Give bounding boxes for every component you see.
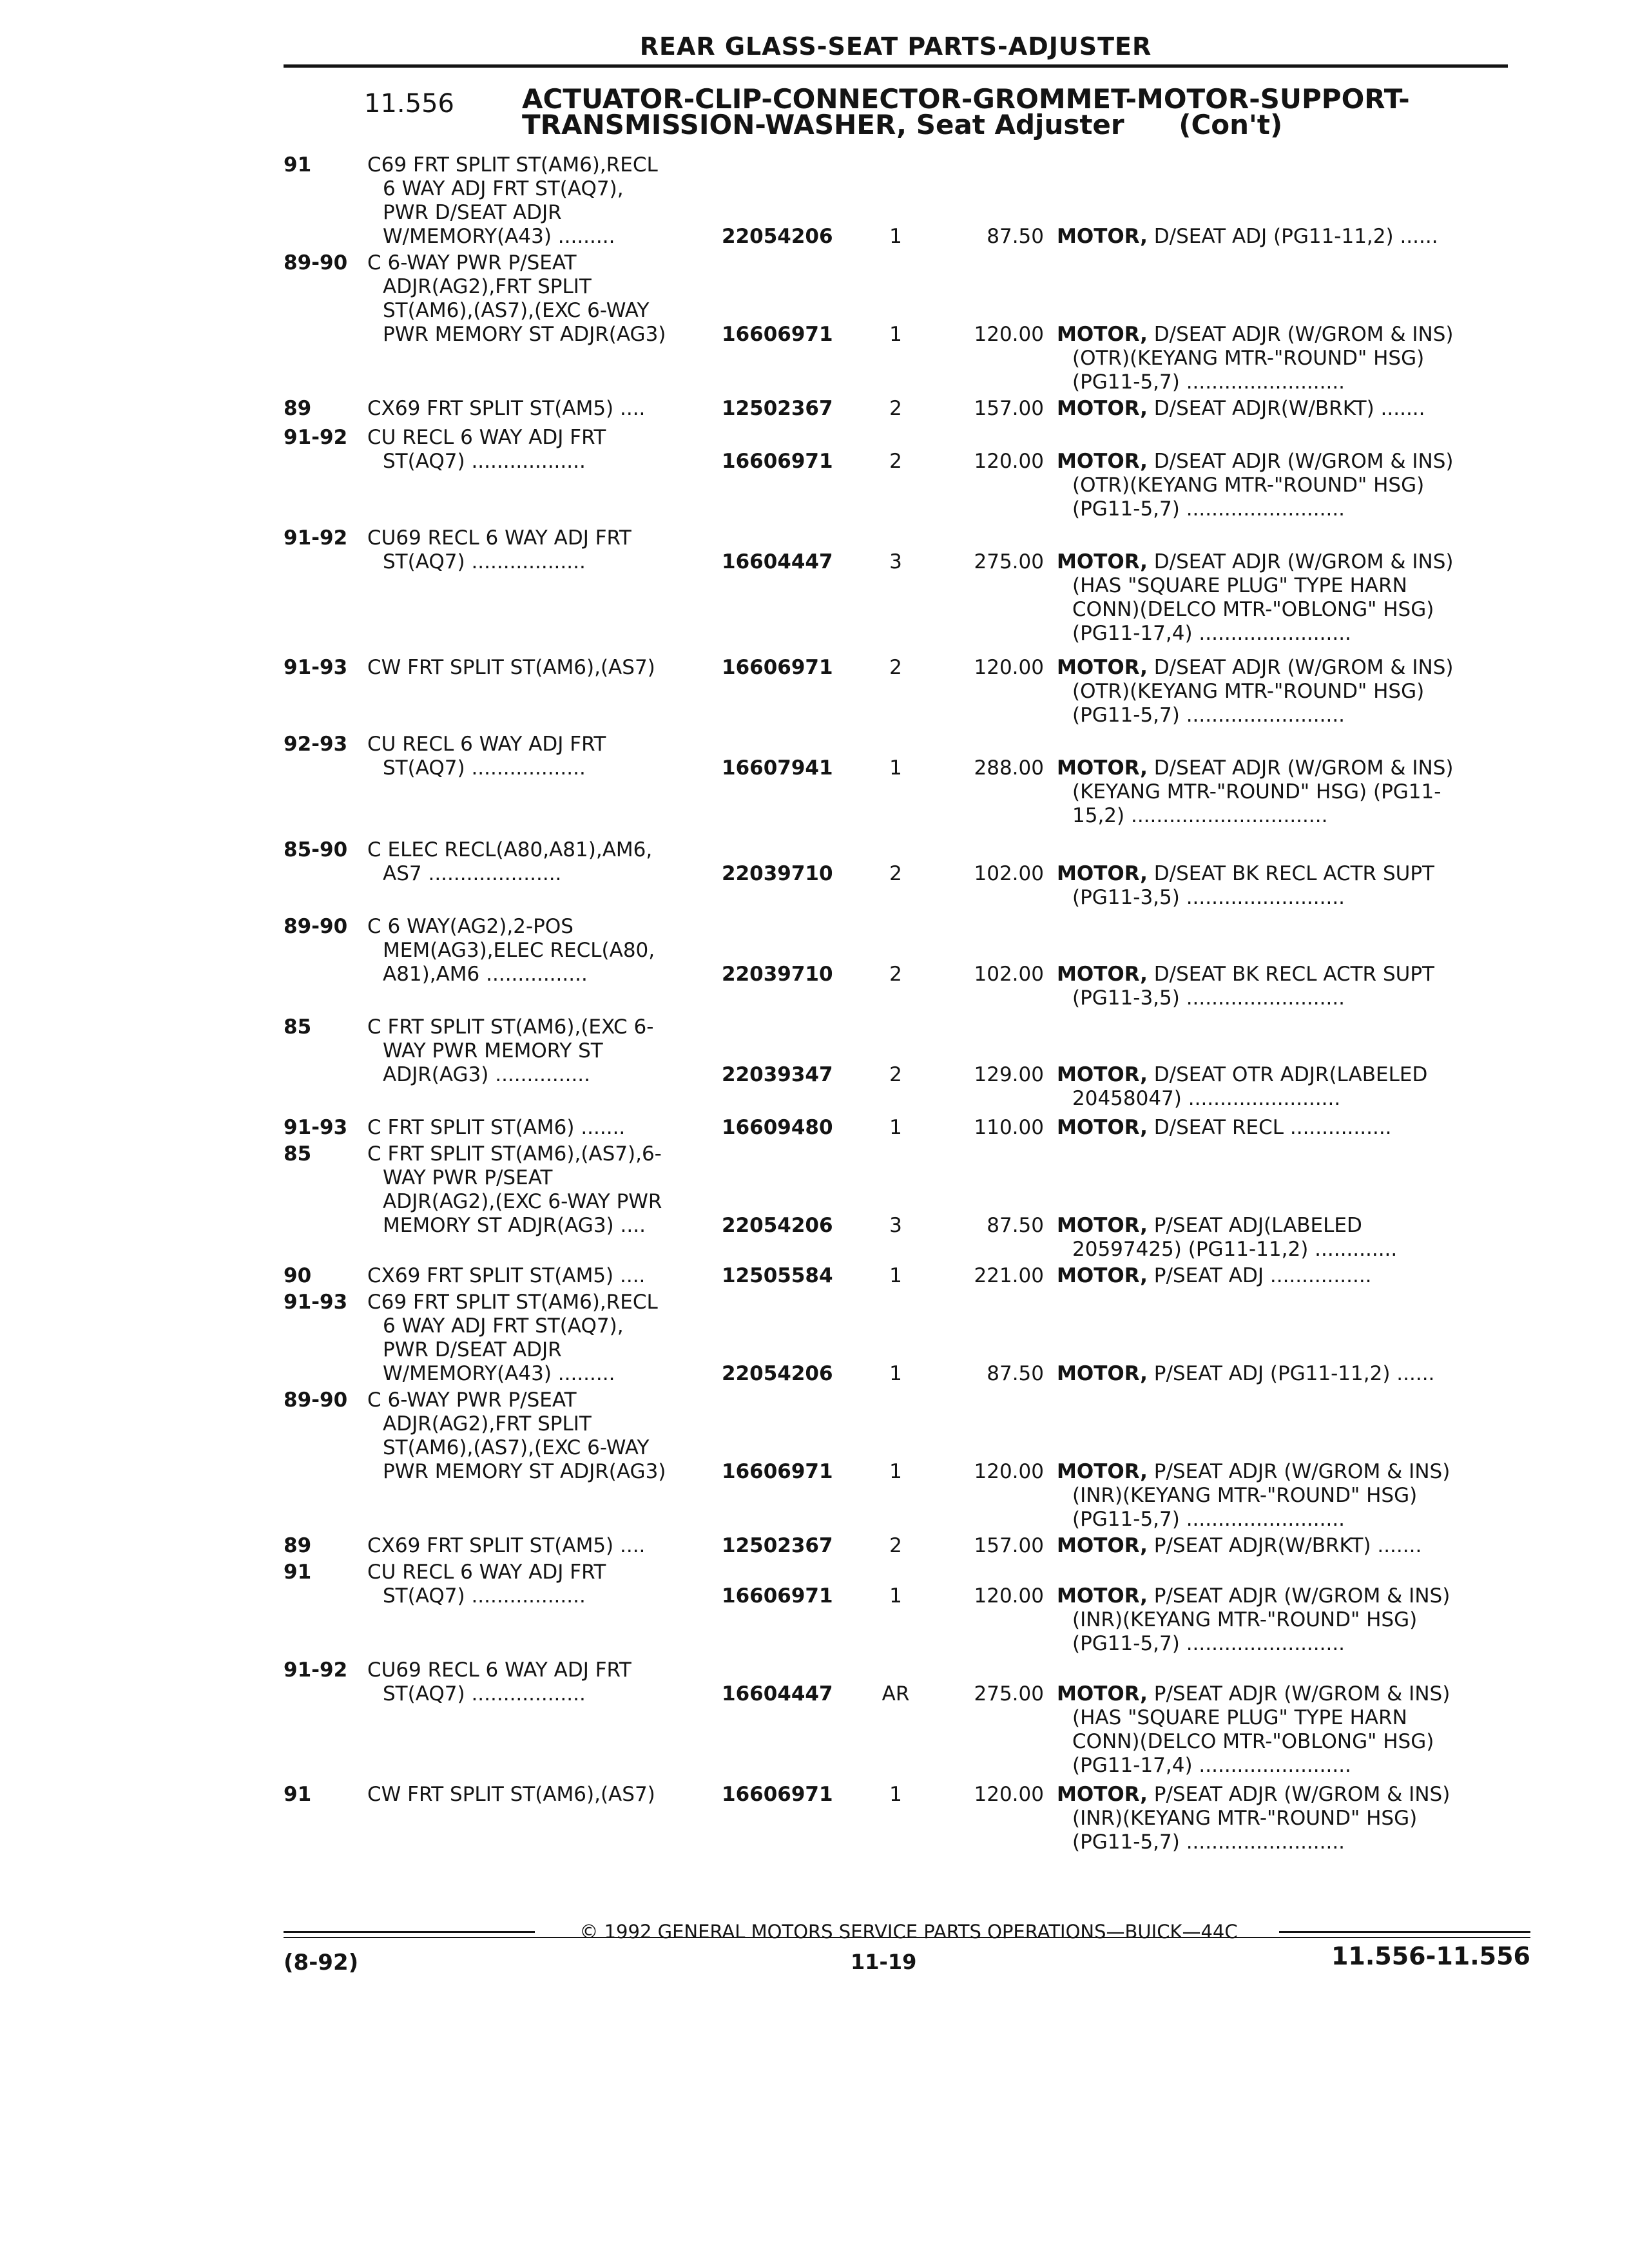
entry-description-line: C 6-WAY PWR P/SEAT <box>367 251 577 274</box>
entry-part-description-line: (PG11-17,4) ........................ <box>1072 1754 1351 1777</box>
entry-years: 85 <box>284 1142 312 1166</box>
entry-part-description <box>1057 1214 1508 1262</box>
entry-description-line: 6 WAY ADJ FRT ST(AQ7), <box>383 177 624 200</box>
entry-description-line: PWR D/SEAT ADJR <box>383 1338 562 1361</box>
entry-part-text: D/SEAT ADJ (PG11-11,2) ...... <box>1153 225 1438 248</box>
entry-description-line: ST(AQ7) .................. <box>383 1682 586 1706</box>
section-title-line1: ACTUATOR-CLIP-CONNECTOR-GROMMET-MOTOR-SUPPORT- <box>522 83 1410 115</box>
entry-description-line: C 6 WAY(AG2),2-POS <box>367 915 574 938</box>
entry-years: 92-93 <box>284 733 348 756</box>
entry-quantity: 3 <box>889 1214 902 1237</box>
entry-price: 87.50 <box>987 1362 1044 1385</box>
entry-quantity: 1 <box>889 1584 902 1608</box>
entry-part-description-line: (HAS "SQUARE PLUG" TYPE HARN <box>1072 574 1407 597</box>
entry-part-description-line <box>1057 963 1508 986</box>
entry-part-description-line: (KEYANG MTR-"ROUND" HSG) (PG11- <box>1072 780 1441 803</box>
entry-quantity: 2 <box>889 862 902 885</box>
entry-description-line: C ELEC RECL(A80,A81),AM6, <box>367 838 653 861</box>
entry-description-line: PWR D/SEAT ADJR <box>383 201 562 224</box>
entry-price: 275.00 <box>974 550 1044 573</box>
entry-part-text: P/SEAT ADJR(W/BRKT) ....... <box>1153 1534 1422 1557</box>
entry-description-line: WAY PWR P/SEAT <box>383 1166 553 1189</box>
entry-part-text: D/SEAT ADJR(W/BRKT) ....... <box>1153 397 1425 420</box>
entry-part-number: 22039710 <box>722 862 833 885</box>
entry-part-text: D/SEAT ADJR (W/GROM & INS) <box>1153 323 1454 346</box>
entry-description-line: CX69 FRT SPLIT ST(AM5) .... <box>367 1264 646 1287</box>
entry-part-description-line: (HAS "SQUARE PLUG" TYPE HARN <box>1072 1706 1407 1729</box>
entry-description-line: C 6-WAY PWR P/SEAT <box>367 1389 577 1412</box>
entry-price: 129.00 <box>974 1063 1044 1086</box>
entry-years: 89 <box>284 397 312 420</box>
entry-description-line: ADJR(AG2),FRT SPLIT <box>383 1412 592 1436</box>
entry-part-description-line: 15,2) ............................... <box>1072 804 1328 827</box>
entry-description-line: CX69 FRT SPLIT ST(AM5) .... <box>367 397 646 420</box>
entry-price: 110.00 <box>974 1116 1044 1139</box>
entry-years: 91-92 <box>284 426 348 449</box>
entry-part-text: D/SEAT RECL ................ <box>1153 1116 1392 1139</box>
entry-part-description <box>1057 397 1508 421</box>
entry-part-description-line: (PG11-3,5) ......................... <box>1072 886 1345 909</box>
entry-part-number: 16606971 <box>722 1460 833 1483</box>
entry-description-line: CU69 RECL 6 WAY ADJ FRT <box>367 526 631 550</box>
entry-quantity: 1 <box>889 1362 902 1385</box>
entry-part-description-line <box>1057 1116 1508 1140</box>
entry-description-line: ST(AM6),(AS7),(EXC 6-WAY <box>383 1436 650 1459</box>
entry-part-description <box>1057 756 1508 828</box>
entry-years: 89 <box>284 1534 312 1557</box>
entry-description-line: ADJR(AG2),(EXC 6-WAY PWR <box>383 1190 662 1213</box>
entry-part-text: P/SEAT ADJ ................ <box>1153 1264 1372 1287</box>
entry-part-number: 22054206 <box>722 1214 833 1237</box>
date-code: (8-92) <box>284 1950 359 1975</box>
entry-part-description <box>1057 1063 1508 1111</box>
entry-years: 91-92 <box>284 526 348 550</box>
entry-part-number: 12505584 <box>722 1264 833 1287</box>
entry-part-description-line: (PG11-5,7) ......................... <box>1072 704 1345 727</box>
entry-quantity: 1 <box>889 225 902 248</box>
entry-part-number: 12502367 <box>722 1534 833 1557</box>
entry-description-line: ST(AQ7) .................. <box>383 450 586 473</box>
entry-part-description-line: 20597425) (PG11-11,2) ............. <box>1072 1238 1398 1261</box>
entry-part-description-line: (PG11-3,5) ......................... <box>1072 986 1345 1010</box>
entry-price: 87.50 <box>987 225 1044 248</box>
entry-part-type: MOTOR, <box>1057 1460 1148 1483</box>
entry-part-type: MOTOR, <box>1057 1682 1148 1706</box>
entry-price: 275.00 <box>974 1682 1044 1706</box>
entry-quantity: 2 <box>889 397 902 420</box>
entry-price: 120.00 <box>974 1460 1044 1483</box>
entry-part-description-line <box>1057 450 1508 474</box>
entry-description-line: MEMORY ST ADJR(AG3) .... <box>383 1214 646 1237</box>
entry-part-text: D/SEAT ADJR (W/GROM & INS) <box>1153 550 1454 573</box>
entry-description-line: ST(AQ7) .................. <box>383 1584 586 1608</box>
entry-quantity: 1 <box>889 1264 902 1287</box>
entry-part-description-line: (PG11-5,7) ......................... <box>1072 497 1345 521</box>
entry-part-description-line <box>1057 550 1508 574</box>
entry-description-line: CU RECL 6 WAY ADJ FRT <box>367 733 606 756</box>
entry-years: 90 <box>284 1264 312 1287</box>
entry-quantity: 2 <box>889 1063 902 1086</box>
entry-part-description-line: (PG11-5,7) ......................... <box>1072 1831 1345 1854</box>
entry-part-number: 22054206 <box>722 225 833 248</box>
entry-part-description <box>1057 1264 1508 1288</box>
entry-part-description-line <box>1057 1584 1508 1608</box>
entry-part-type: MOTOR, <box>1057 963 1148 986</box>
entry-description-line: 6 WAY ADJ FRT ST(AQ7), <box>383 1314 624 1338</box>
entry-part-type: MOTOR, <box>1057 1534 1148 1557</box>
entry-price: 87.50 <box>987 1214 1044 1237</box>
entry-part-description-line: CONN)(DELCO MTR-"OBLONG" HSG) <box>1072 598 1434 621</box>
entry-description-line: PWR MEMORY ST ADJR(AG3) <box>383 323 666 346</box>
entry-part-description <box>1057 1783 1508 1854</box>
entry-part-type: MOTOR, <box>1057 323 1148 346</box>
entry-part-description <box>1057 656 1508 727</box>
entry-part-description-line <box>1057 1214 1508 1238</box>
entry-years: 91 <box>284 1561 312 1584</box>
entry-part-description <box>1057 1682 1508 1778</box>
entry-part-description-line <box>1057 397 1508 421</box>
entry-part-description <box>1057 1116 1508 1140</box>
entry-years: 91-93 <box>284 1116 348 1139</box>
entry-description-line: C FRT SPLIT ST(AM6),(EXC 6- <box>367 1015 654 1039</box>
entry-quantity: 2 <box>889 656 902 679</box>
entry-years: 91-92 <box>284 1658 348 1682</box>
entry-part-description-line: (PG11-5,7) ......................... <box>1072 370 1345 394</box>
entry-part-description-line: (PG11-5,7) ......................... <box>1072 1632 1345 1655</box>
entry-part-number: 16607941 <box>722 756 833 780</box>
entry-part-description-line <box>1057 1783 1508 1807</box>
entry-description-line: ST(AQ7) .................. <box>383 756 586 780</box>
entry-part-number: 16606971 <box>722 656 833 679</box>
entry-price: 221.00 <box>974 1264 1044 1287</box>
entry-price: 120.00 <box>974 656 1044 679</box>
entry-part-description-line: (OTR)(KEYANG MTR-"ROUND" HSG) <box>1072 347 1425 370</box>
entry-part-description-line <box>1057 323 1508 347</box>
entry-quantity: 2 <box>889 1534 902 1557</box>
header-rule <box>284 64 1508 68</box>
entry-part-description-line: (PG11-5,7) ......................... <box>1072 1508 1345 1531</box>
entry-part-type: MOTOR, <box>1057 1063 1148 1086</box>
entry-part-description-line <box>1057 862 1508 886</box>
entry-part-text: D/SEAT OTR ADJR(LABELED <box>1153 1063 1428 1086</box>
entry-description-line: PWR MEMORY ST ADJR(AG3) <box>383 1460 666 1483</box>
entry-part-text: P/SEAT ADJ(LABELED <box>1153 1214 1362 1237</box>
entry-part-description-line: 20458047) ........................ <box>1072 1087 1341 1110</box>
entry-part-text: P/SEAT ADJR (W/GROM & INS) <box>1153 1682 1451 1706</box>
entry-description-line: AS7 ..................... <box>383 862 562 885</box>
entry-part-type: MOTOR, <box>1057 1214 1148 1237</box>
entry-part-type: MOTOR, <box>1057 550 1148 573</box>
entry-years: 91-93 <box>284 656 348 679</box>
entry-part-description <box>1057 1534 1508 1558</box>
entry-part-type: MOTOR, <box>1057 1116 1148 1139</box>
entry-description-line: CU RECL 6 WAY ADJ FRT <box>367 1561 606 1584</box>
section-title-line2-main: TRANSMISSION-WASHER, <box>522 109 907 140</box>
entry-part-text: D/SEAT BK RECL ACTR SUPT <box>1153 862 1434 885</box>
entry-quantity: 1 <box>889 756 902 780</box>
entry-part-description <box>1057 225 1508 249</box>
entry-description-line: CW FRT SPLIT ST(AM6),(AS7) <box>367 656 655 679</box>
entry-price: 120.00 <box>974 1584 1044 1608</box>
page-header-title: REAR GLASS-SEAT PARTS-ADJUSTER <box>639 32 1152 61</box>
entry-part-type: MOTOR, <box>1057 225 1148 248</box>
entry-quantity: 1 <box>889 323 902 346</box>
entry-price: 102.00 <box>974 862 1044 885</box>
entry-quantity: 1 <box>889 1116 902 1139</box>
entry-part-text: D/SEAT ADJR (W/GROM & INS) <box>1153 656 1454 679</box>
entry-quantity: 2 <box>889 963 902 986</box>
section-title-line2 <box>522 109 1489 140</box>
entry-part-text: P/SEAT ADJR (W/GROM & INS) <box>1153 1783 1451 1806</box>
entry-part-number: 16606971 <box>722 450 833 473</box>
entry-part-description-line: (OTR)(KEYANG MTR-"ROUND" HSG) <box>1072 474 1425 497</box>
entry-description-line: C69 FRT SPLIT ST(AM6),RECL <box>367 1291 658 1314</box>
entry-part-description <box>1057 450 1508 521</box>
entry-part-description-line <box>1057 1264 1508 1288</box>
entry-years: 89-90 <box>284 1389 348 1412</box>
entry-part-number: 22054206 <box>722 1362 833 1385</box>
entry-years: 89-90 <box>284 251 348 274</box>
entry-part-text: D/SEAT ADJR (W/GROM & INS) <box>1153 450 1454 473</box>
entry-part-description-line: (INR)(KEYANG MTR-"ROUND" HSG) <box>1072 1608 1418 1631</box>
entry-part-type: MOTOR, <box>1057 1783 1148 1806</box>
entry-part-description-line <box>1057 656 1508 680</box>
entry-part-description-line <box>1057 225 1508 249</box>
entry-part-number: 22039347 <box>722 1063 833 1086</box>
entry-quantity: 2 <box>889 450 902 473</box>
entry-part-description-line <box>1057 1460 1508 1484</box>
entry-description-line: CX69 FRT SPLIT ST(AM5) .... <box>367 1534 646 1557</box>
page-number: 11-19 <box>851 1950 917 1974</box>
entry-description-line: CW FRT SPLIT ST(AM6),(AS7) <box>367 1783 655 1806</box>
footer-rule-left <box>284 1931 535 1933</box>
entry-part-description-line: CONN)(DELCO MTR-"OBLONG" HSG) <box>1072 1730 1434 1753</box>
entry-part-number: 22039710 <box>722 963 833 986</box>
footer-rule-right <box>1279 1931 1530 1933</box>
entry-description-line: WAY PWR MEMORY ST <box>383 1039 603 1062</box>
entry-part-type: MOTOR, <box>1057 397 1148 420</box>
entry-part-number: 12502367 <box>722 397 833 420</box>
section-title-line2-suffix: Seat Adjuster <box>916 109 1124 140</box>
entry-price: 157.00 <box>974 397 1044 420</box>
entry-years: 89-90 <box>284 915 348 938</box>
entry-part-type: MOTOR, <box>1057 756 1148 780</box>
entry-part-description <box>1057 1362 1508 1386</box>
entry-part-description-line: (INR)(KEYANG MTR-"ROUND" HSG) <box>1072 1484 1418 1507</box>
entry-description-line: W/MEMORY(A43) ......... <box>383 225 615 248</box>
entry-quantity: 1 <box>889 1783 902 1806</box>
entry-part-description-line: (INR)(KEYANG MTR-"ROUND" HSG) <box>1072 1807 1418 1830</box>
entry-part-description-line <box>1057 1682 1508 1706</box>
entry-price: 120.00 <box>974 450 1044 473</box>
entry-years: 85-90 <box>284 838 348 861</box>
entry-description-line: C69 FRT SPLIT ST(AM6),RECL <box>367 153 658 177</box>
entry-part-number: 16606971 <box>722 323 833 346</box>
entry-part-description <box>1057 550 1508 646</box>
section-range: 11.556-11.556 <box>1331 1942 1530 1970</box>
entry-part-text: P/SEAT ADJR (W/GROM & INS) <box>1153 1584 1451 1608</box>
entry-part-description <box>1057 323 1508 394</box>
entry-price: 120.00 <box>974 1783 1044 1806</box>
entry-part-description-line: (OTR)(KEYANG MTR-"ROUND" HSG) <box>1072 680 1425 703</box>
entry-part-type: MOTOR, <box>1057 1584 1148 1608</box>
entry-part-number: 16606971 <box>722 1584 833 1608</box>
entry-price: 102.00 <box>974 963 1044 986</box>
entry-description-line: CU69 RECL 6 WAY ADJ FRT <box>367 1658 631 1682</box>
entry-years: 85 <box>284 1015 312 1039</box>
entry-description-line: A81),AM6 ................ <box>383 963 588 986</box>
entry-part-text: P/SEAT ADJR (W/GROM & INS) <box>1153 1460 1451 1483</box>
entry-quantity: AR <box>882 1682 910 1706</box>
section-number: 11.556 <box>364 89 454 119</box>
entry-description-line: C FRT SPLIT ST(AM6) ....... <box>367 1116 626 1139</box>
entry-part-text: P/SEAT ADJ (PG11-11,2) ...... <box>1153 1362 1435 1385</box>
section-title <box>522 83 1489 140</box>
entry-part-type: MOTOR, <box>1057 656 1148 679</box>
entry-description-line: CU RECL 6 WAY ADJ FRT <box>367 426 606 449</box>
entry-part-description <box>1057 963 1508 1010</box>
entry-description-line: ST(AM6),(AS7),(EXC 6-WAY <box>383 299 650 322</box>
entry-part-description <box>1057 862 1508 910</box>
entry-part-number: 16606971 <box>722 1783 833 1806</box>
entry-quantity: 1 <box>889 1460 902 1483</box>
entry-part-description-line <box>1057 756 1508 780</box>
entry-part-number: 16604447 <box>722 1682 833 1706</box>
section-continued-label: (Con't) <box>1179 109 1283 140</box>
copyright-notice: © 1992 GENERAL MOTORS SERVICE PARTS OPERATIONS—BUICK—44C <box>579 1921 1238 1943</box>
entry-part-description-line <box>1057 1362 1508 1386</box>
entry-quantity: 3 <box>889 550 902 573</box>
entry-years: 91 <box>284 153 312 177</box>
entry-description-line: C FRT SPLIT ST(AM6),(AS7),6- <box>367 1142 662 1166</box>
entry-description-line: ST(AQ7) .................. <box>383 550 586 573</box>
entry-part-description-line <box>1057 1534 1508 1558</box>
entry-part-type: MOTOR, <box>1057 1264 1148 1287</box>
entry-years: 91 <box>284 1783 312 1806</box>
entry-description-line: ADJR(AG2),FRT SPLIT <box>383 275 592 298</box>
entry-part-type: MOTOR, <box>1057 450 1148 473</box>
entry-description-line: ADJR(AG3) ............... <box>383 1063 591 1086</box>
entry-years: 91-93 <box>284 1291 348 1314</box>
entry-description-line: MEM(AG3),ELEC RECL(A80, <box>383 939 655 962</box>
entry-part-description-line: (PG11-17,4) ........................ <box>1072 622 1351 645</box>
entry-description-line: W/MEMORY(A43) ......... <box>383 1362 615 1385</box>
entry-part-description <box>1057 1584 1508 1656</box>
entry-price: 288.00 <box>974 756 1044 780</box>
entry-price: 157.00 <box>974 1534 1044 1557</box>
entry-part-description-line <box>1057 1063 1508 1087</box>
entry-part-number: 16604447 <box>722 550 833 573</box>
entry-part-number: 16609480 <box>722 1116 833 1139</box>
entry-price: 120.00 <box>974 323 1044 346</box>
entry-part-text: D/SEAT BK RECL ACTR SUPT <box>1153 963 1434 986</box>
entry-part-type: MOTOR, <box>1057 1362 1148 1385</box>
entry-part-text: D/SEAT ADJR (W/GROM & INS) <box>1153 756 1454 780</box>
entry-part-description <box>1057 1460 1508 1532</box>
entry-part-type: MOTOR, <box>1057 862 1148 885</box>
